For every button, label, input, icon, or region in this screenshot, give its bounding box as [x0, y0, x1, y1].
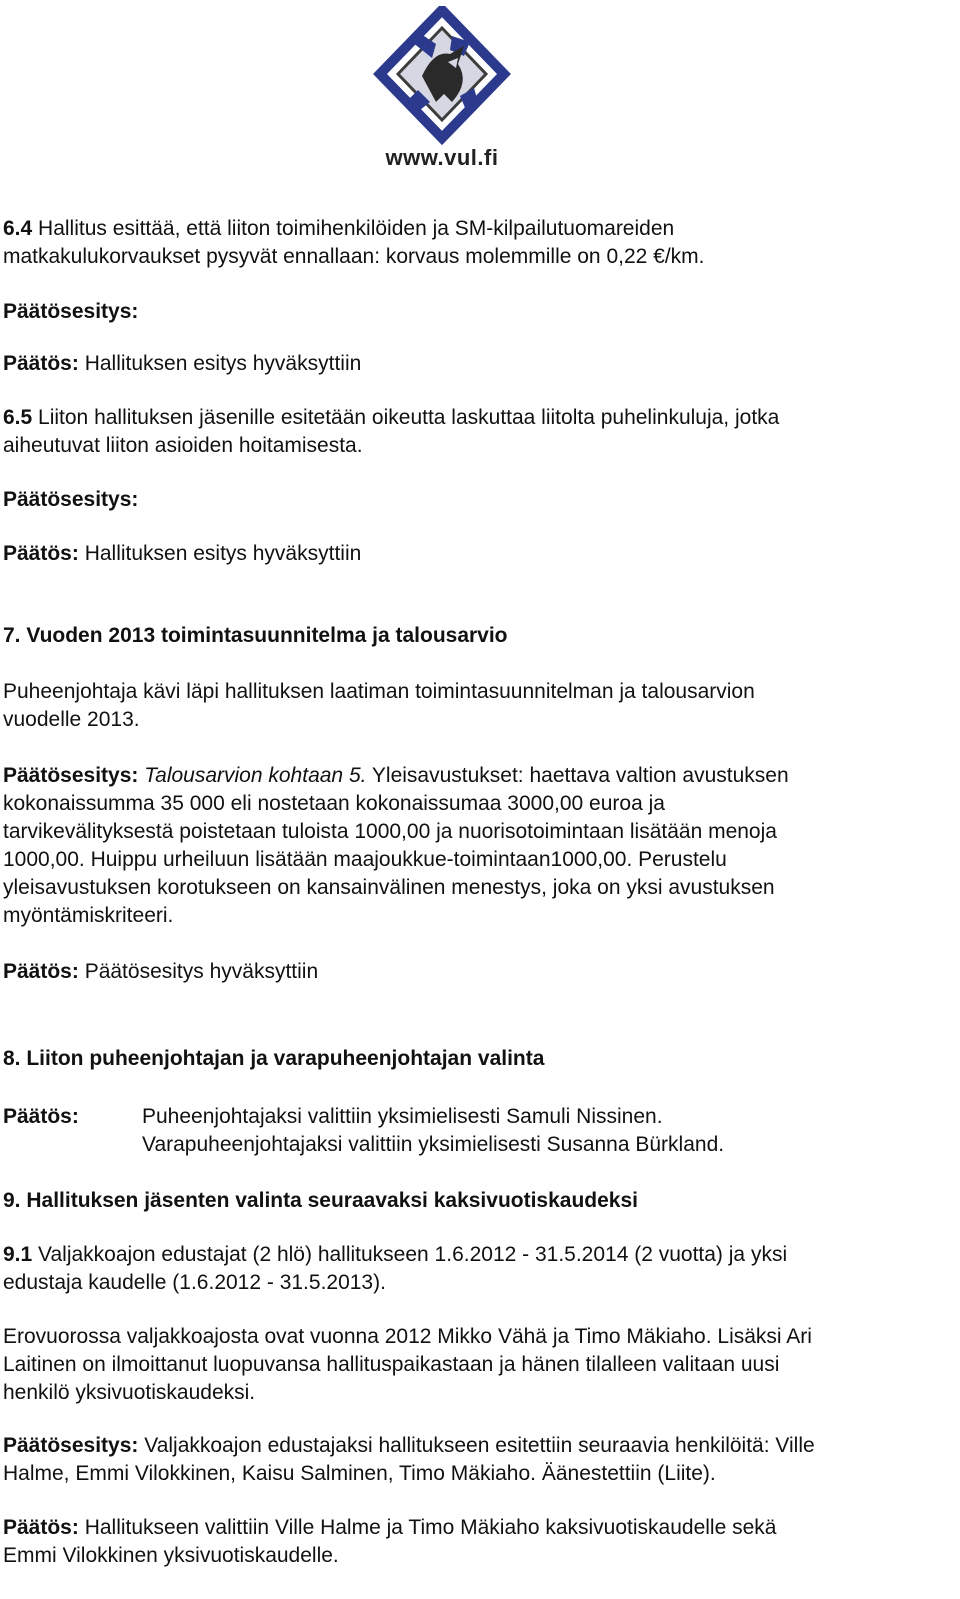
proposal-label-text: Päätösesitys:	[3, 488, 139, 511]
proposal-italic-text: Talousarvion kohtaan 5.	[138, 764, 367, 787]
section-7-intro	[3, 678, 958, 734]
logo-url-text: www.vul.fi	[385, 145, 499, 170]
proposal-label-text: Päätösesitys:	[3, 300, 139, 323]
section-text: Valjakkoajon edustajat (2 hlö) hallitukseen 1.6.2012 - 31.5.2014 (2 vuotta) ja yksi	[32, 1243, 788, 1266]
section-text-cont: edustaja kaudelle (1.6.2012 - 31.5.2013).	[3, 1271, 386, 1294]
decision-line	[3, 958, 958, 986]
decision-label	[3, 1103, 79, 1131]
decision-text: Hallituksen esitys hyväksyttiin	[78, 352, 362, 375]
proposal-line-2: kokonaissumma 35 000 eli nostetaan kokonaissumaa 3000,00 euroa ja	[3, 792, 665, 815]
section-7-heading: 7. Vuoden 2013 toimintasuunnitelma ja talousarvio	[3, 624, 508, 647]
proposal-label	[3, 486, 958, 514]
paragraph-line-2: Laitinen on ilmoittanut luopuvansa hallituspaikastaan ja hänen tilalleen valitaan uusi	[3, 1353, 780, 1376]
paragraph-line-3: henkilö yksivuotiskaudeksi.	[3, 1381, 256, 1404]
section-number: 6.4	[3, 217, 33, 240]
section-9-proposal	[3, 1432, 958, 1488]
vul-logo	[352, 6, 532, 181]
paragraph-line-1: Erovuorossa valjakkoajosta ovat vuonna 2012 Mikko Vähä ja Timo Mäkiaho. Lisäksi Ari	[3, 1325, 812, 1348]
decision-label-text: Päätös:	[3, 1105, 79, 1128]
section-9-heading: 9. Hallituksen jäsenten valinta seuraavaksi kaksivuotiskaudeksi	[3, 1189, 638, 1212]
proposal-text-cont: Halme, Emmi Vilokkinen, Kaisu Salminen, Timo Mäkiaho. Äänestettiin (Liite).	[3, 1462, 716, 1485]
vul-logo-emblem	[352, 6, 532, 146]
section-9-paragraph	[3, 1323, 958, 1407]
section-8-decision	[142, 1103, 942, 1159]
decision-line	[3, 350, 958, 378]
section-9-decision	[3, 1514, 958, 1570]
intro-line-2: vuodelle 2013.	[3, 708, 140, 731]
section-text: Hallitus esittää, että liiton toimihenkilöiden ja SM-kilpailutuomareiden	[32, 217, 675, 240]
section-9-1-text	[3, 1241, 958, 1297]
decision-label: Päätös:	[3, 1516, 79, 1539]
proposal-line-5: yleisavustuksen korotukseen on kansainvälinen menestys, joka on yksi avustuksen	[3, 876, 775, 899]
proposal-label	[3, 298, 958, 326]
section-text-cont: matkakulukorvaukset pysyvät ennallaan: korvaus molemmille on 0,22 €/km.	[3, 245, 705, 268]
decision-text-cont: Emmi Vilokkinen yksivuotiskaudelle.	[3, 1544, 339, 1567]
decision-line-1: Puheenjohtajaksi valittiin yksimielisesti Samuli Nissinen.	[142, 1105, 663, 1128]
decision-label: Päätös:	[3, 960, 79, 983]
section-7-proposal	[3, 762, 958, 930]
decision-text: Päätösesitys hyväksyttiin	[78, 960, 319, 983]
decision-text: Hallitukseen valittiin Ville Halme ja Timo Mäkiaho kaksivuotiskaudelle sekä	[78, 1516, 777, 1539]
section-number: 9.1	[3, 1243, 33, 1266]
proposal-line-3: tarvikevälityksestä poistetaan tuloista 1000,00 ja nuorisotoimintaan lisätään menoja	[3, 820, 777, 843]
decision-label: Päätös:	[3, 542, 79, 565]
section-number: 6.5	[3, 406, 33, 429]
decision-line	[3, 540, 958, 568]
intro-line-1: Puheenjohtaja kävi läpi hallituksen laatiman toimintasuunnitelman ja talousarvion	[3, 680, 755, 703]
section-text-cont: aiheutuvat liiton asioiden hoitamisesta.	[3, 434, 363, 457]
section-6-5-text	[3, 404, 958, 460]
proposal-text: Yleisavustukset: haettava valtion avustuksen	[366, 764, 789, 787]
proposal-label: Päätösesitys:	[3, 1434, 139, 1457]
proposal-label: Päätösesitys:	[3, 764, 139, 787]
proposal-line-6: myöntämiskriteeri.	[3, 904, 174, 927]
decision-text: Hallituksen esitys hyväksyttiin	[78, 542, 362, 565]
decision-line-2: Varapuheenjohtajaksi valittiin yksimielisesti Susanna Bürkland.	[142, 1133, 725, 1156]
proposal-text: Valjakkoajon edustajaksi hallitukseen esitettiin seuraavia henkilöitä: Ville	[138, 1434, 815, 1457]
proposal-line-4: 1000,00. Huippu urheiluun lisätään maajoukkue-toimintaan1000,00. Perustelu	[3, 848, 727, 871]
section-6-4-text	[3, 215, 958, 271]
section-8-heading: 8. Liiton puheenjohtajan ja varapuheenjohtajan valinta	[3, 1047, 545, 1070]
section-text: Liiton hallituksen jäsenille esitetään oikeutta laskuttaa liitolta puhelinkuluja, jotka	[32, 406, 780, 429]
decision-label: Päätös:	[3, 352, 79, 375]
